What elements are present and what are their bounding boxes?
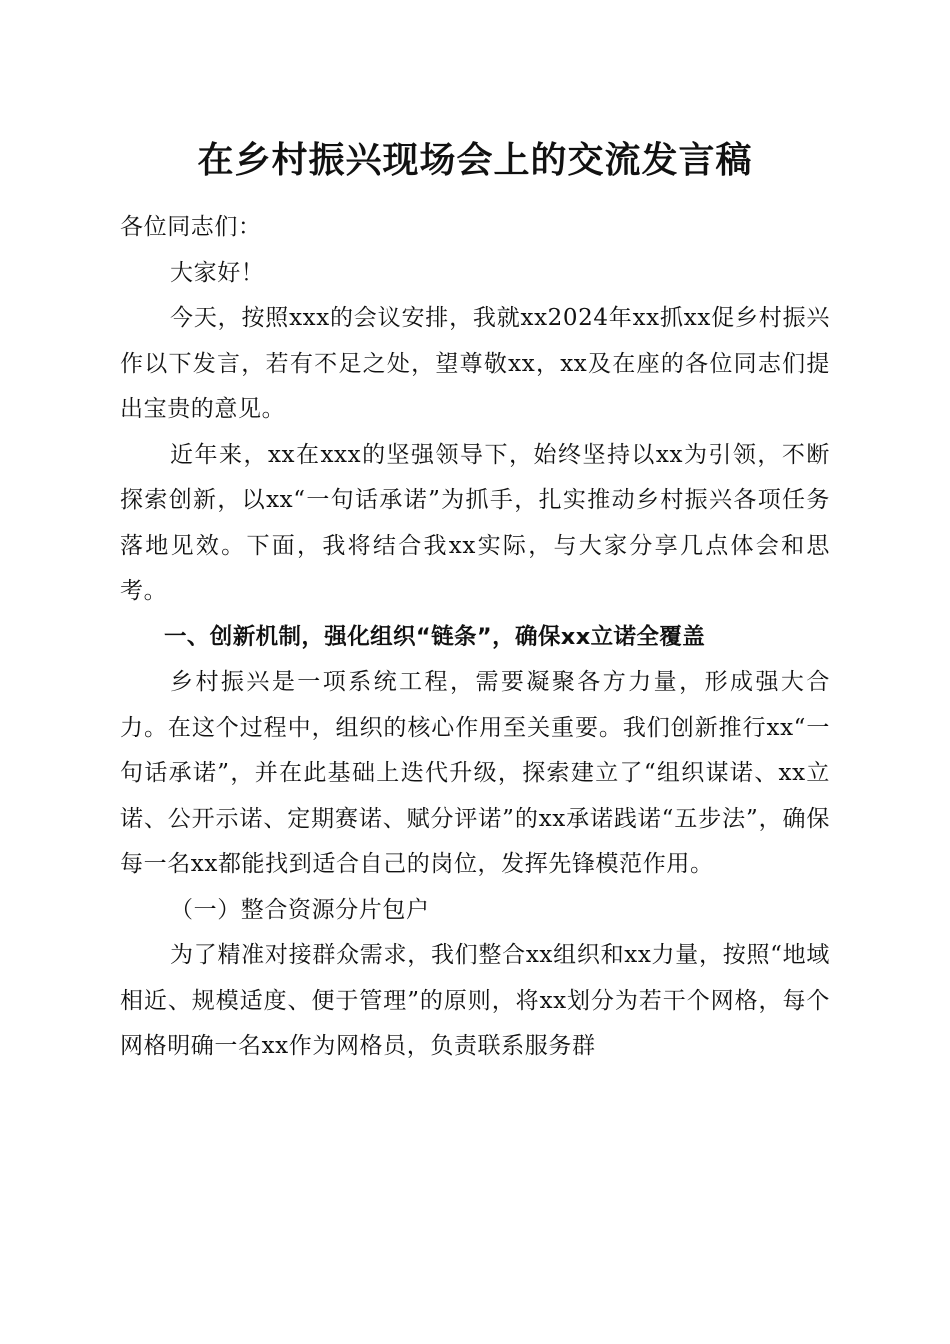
document-body bbox=[120, 205, 830, 1070]
greeting: 大家好！ bbox=[170, 259, 265, 286]
paragraph-background: 近年来，xx在xxx的坚强领导下，始终坚持以xx为引领，不断探索创新，以xx“一句话承诺”为抓手，扎实推动乡村振兴各项任务落地见效。下面，我将结合我xx实际，与大家分享几点体会和思考。 bbox=[120, 441, 830, 604]
section-1-paragraph: 乡村振兴是一项系统工程，需要凝聚各方力量，形成强大合力。在这个过程中，组织的核心作用至关重要。我们创新推行xx“一句话承诺”，并在此基础上迭代升级，探索建立了“组织谋诺、xx立诺、公开示诺、定期赛诺、赋分评诺”的xx承诺践诺“五步法”，确保每一名xx都能找到适合自己的岗位，发挥先锋模范作用。 bbox=[120, 669, 830, 877]
paragraph-intro: 今天，按照xxx的会议安排，我就xx2024年xx抓xx促乡村振兴作以下发言，若有不足之处，望尊敬xx，xx及在座的各位同志们提出宝贵的意见。 bbox=[120, 305, 830, 422]
document-title: 在乡村振兴现场会上的交流发言稿 bbox=[197, 139, 753, 181]
subsection-heading-1: （一）整合资源分片包户 bbox=[170, 896, 430, 923]
section-heading-1: 一、创新机制，强化组织“链条”，确保xx立诺全覆盖 bbox=[164, 623, 706, 650]
subsection-1-paragraph: 为了精准对接群众需求，我们整合xx组织和xx力量，按照“地域相近、规模适度、便于管理”的原则，将xx划分为若干个网格，每个网格明确一名xx作为网格员，负责联系服务群 bbox=[120, 942, 830, 1059]
salutation: 各位同志们： bbox=[120, 214, 262, 240]
